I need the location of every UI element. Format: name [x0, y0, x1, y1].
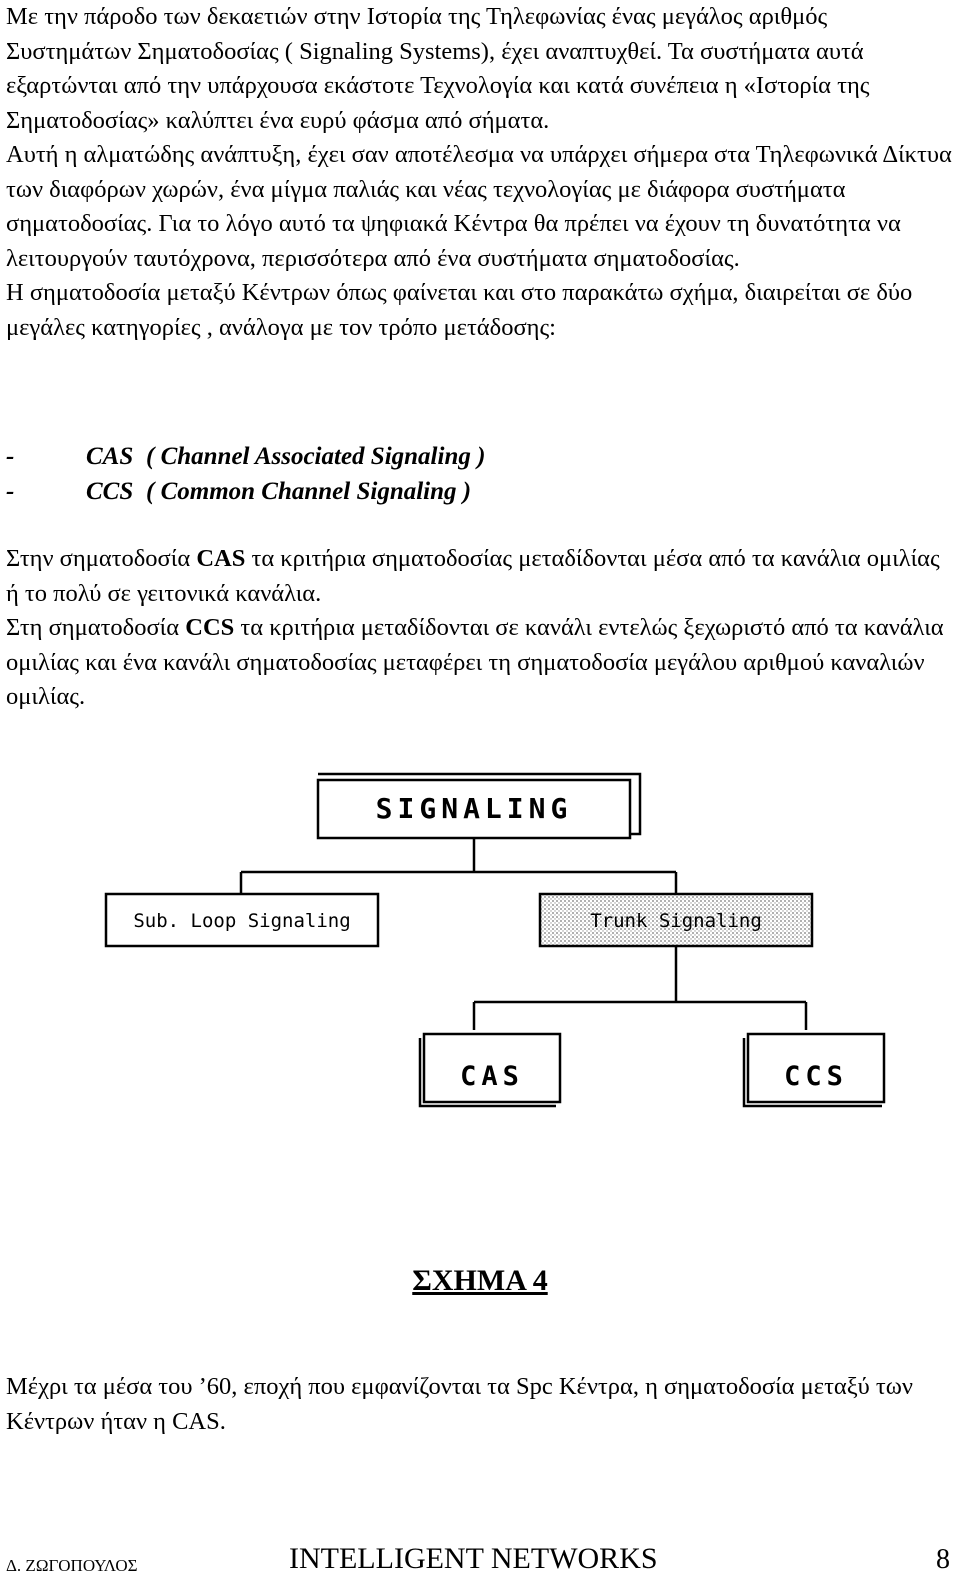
- signaling-types-list: [6, 440, 485, 509]
- final-paragraph: [6, 1370, 956, 1439]
- trunk-label: Trunk Signaling: [590, 910, 762, 932]
- figure-caption: ΣΧΗΜΑ 4: [412, 1264, 548, 1297]
- abbr-bold: CAS: [196, 545, 246, 572]
- text-span: Στη σηματοδοσία: [6, 614, 186, 641]
- list-item-ccs: [6, 475, 485, 510]
- definitions-paragraphs: [6, 542, 956, 715]
- paragraph-history: Με την πάροδο των δεκαετιών στην Ιστορία της Τηλεφωνίας ένας μεγάλος αριθμός Συστημάτων Σηματοδοσίας ( Signaling Systems), έχει αναπτυχθεί. Τα συστήματα αυτά εξαρτώνται από την υπάρχουσα εκάστοτε Τεχνολογία και κατά συνέπεια η «Ιστορία της Σηματοδοσίας» καλύπτει ένα ευρύ φάσμα από σήματα.: [6, 3, 870, 134]
- paragraph-cas-definition: [6, 542, 956, 611]
- intro-paragraphs: [6, 0, 956, 345]
- ccs-label: CCS: [784, 1061, 848, 1092]
- page-footer: [6, 1536, 956, 1576]
- text-span: Στην σηματοδοσία: [6, 545, 197, 572]
- signaling-hierarchy-diagram: [0, 760, 960, 1140]
- paragraph-development: Αυτή η αλματώδης ανάπτυξη, έχει σαν αποτέλεσμα να υπάρχει σήμερα στα Τηλεφωνικά Δίκτυα των διαφόρων χωρών, ένα μίγμα παλιάς και νέας τεχνολογίας με διάφορα συστήματα σηματοδοσίας. Για το λόγο αυτό τα ψηφιακά Κέντρα θα πρέπει να έχουν τη δυνατότητα να λειτουργούν ταυτόχρονα, περισσότερα από ένα συστήματα σηματοδοσίας.: [6, 141, 952, 272]
- footer-author: Δ. ΖΩΓΟΠΟΥΛΟΣ: [6, 1556, 138, 1575]
- list-abbr: CCS: [86, 477, 134, 505]
- paragraph-spc-history: Μέχρι τα μέσα του ’60, εποχή που εμφανίζονται τα Spc Κέντρα, η σηματοδοσία μεταξύ των Κέντρων ήταν η CAS.: [6, 1373, 913, 1435]
- list-abbr: CAS: [86, 443, 134, 470]
- footer-title: INTELLIGENT NETWORKS: [289, 1542, 658, 1575]
- list-dash: -: [6, 443, 15, 470]
- text-span: τα κριτήρια σηματοδοσίας μεταδίδονται μέσα από τα κανάλια ομιλίας ή το πολύ σε γειτονικά κανάλια.: [6, 545, 940, 607]
- list-desc: ( Channel Associated Signaling ): [146, 443, 486, 470]
- text-span: τα κριτήρια μεταδίδονται σε κανάλι εντελώς ξεχωριστό από τα κανάλια ομιλίας και ένα κανάλι σηματοδοσίας μεταφέρει τη σηματοδοσία μεγάλου αριθμού καναλιών ομιλίας.: [6, 614, 944, 710]
- root-label: SIGNALING: [375, 792, 573, 825]
- cas-label: CAS: [460, 1061, 524, 1092]
- paragraph-ccs-definition: [6, 611, 956, 715]
- list-dash: -: [6, 477, 15, 505]
- abbr-bold: CCS: [185, 614, 235, 641]
- paragraph-categories: Η σηματοδοσία μεταξύ Κέντρων όπως φαίνεται και στο παρακάτω σχήμα, διαιρείται σε δύο μεγάλες κατηγορίες , ανάλογα με τον τρόπο μετάδοσης:: [6, 279, 913, 341]
- list-item-cas: [6, 440, 485, 475]
- sub-loop-label: Sub. Loop Signaling: [133, 910, 351, 932]
- page-number: 8: [936, 1544, 950, 1575]
- list-desc: ( Common Channel Signaling ): [146, 477, 472, 505]
